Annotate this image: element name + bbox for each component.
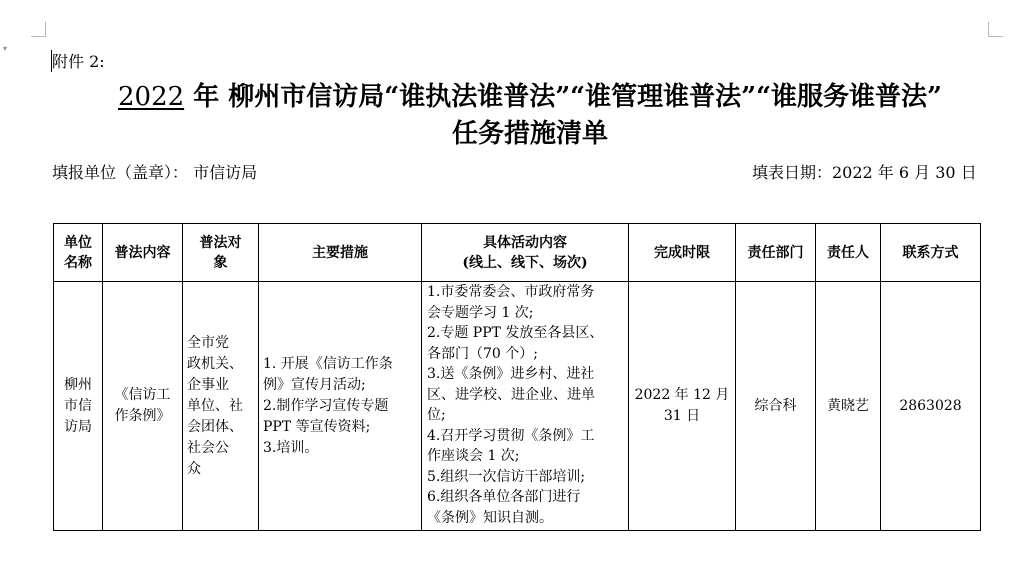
title-year: 2022 [117,82,185,112]
header-contact: 联系方式 [881,224,981,282]
title-line-1-text: 年 柳州市信访局“谁执法谁普法”“谁管理谁普法”“谁服务谁普法” [184,82,942,112]
cell-main-measures: 1. 开展《信访工作条 例》宣传月活动; 2.制作学习宣传专题 PPT 等宣传资料; 3.培训。 [259,282,422,531]
header-law-content: 普法内容 [103,224,183,282]
cell-department: 综合科 [736,282,816,531]
header-unit-name: 单位 名称 [54,224,103,282]
header-deadline: 完成时限 [629,224,736,282]
cell-contact: 2863028 [881,282,981,531]
cell-unit-name: 柳州 市信 访局 [54,282,103,531]
header-main-measures: 主要措施 [259,224,422,282]
task-measures-table [53,223,981,531]
document-title-line-1 [40,80,1020,114]
cell-law-content: 《信访工 作条例》 [103,282,183,531]
filling-unit: 填报单位（盖章）： 市信访局 [52,163,258,182]
cell-deadline: 2022 年 12 月 31 日 [629,282,736,531]
margin-marker-icon: ▾ [3,44,8,53]
table-row [54,282,981,531]
cell-target: 全市党 政机关、 企事业 单位、社 会团体、 社会公 众 [183,282,259,531]
attachment-label: 附件 2: [52,52,105,71]
header-activities: 具体活动内容 (线上、线下、场次) [422,224,629,282]
filling-date: 填表日期：2022 年 6 月 30 日 [752,163,977,182]
header-target: 普法对 象 [183,224,259,282]
cell-activities: 1.市委常委会、市政府常务 会专题学习 1 次; 2.专题 PPT 发放至各县区、 各部门（70 个）; 3.送《条例》进乡村、进社 区、进学校、进企业、进单 位; 4.召开学习贯彻《条例》工 作座谈会 1 次; 5.组织一次信访干部培训; 6.组织各单位各部门进行 《条例》知识自测。 [422,282,629,531]
cell-person: 黄晓艺 [816,282,881,531]
header-department: 责任部门 [736,224,816,282]
document-title-line-2: 任务措施清单 [451,119,608,149]
page-corner-mark-top-right [988,22,1003,37]
table-header-row [54,224,981,282]
page-corner-mark-top-left [31,22,46,37]
header-person: 责任人 [816,224,881,282]
